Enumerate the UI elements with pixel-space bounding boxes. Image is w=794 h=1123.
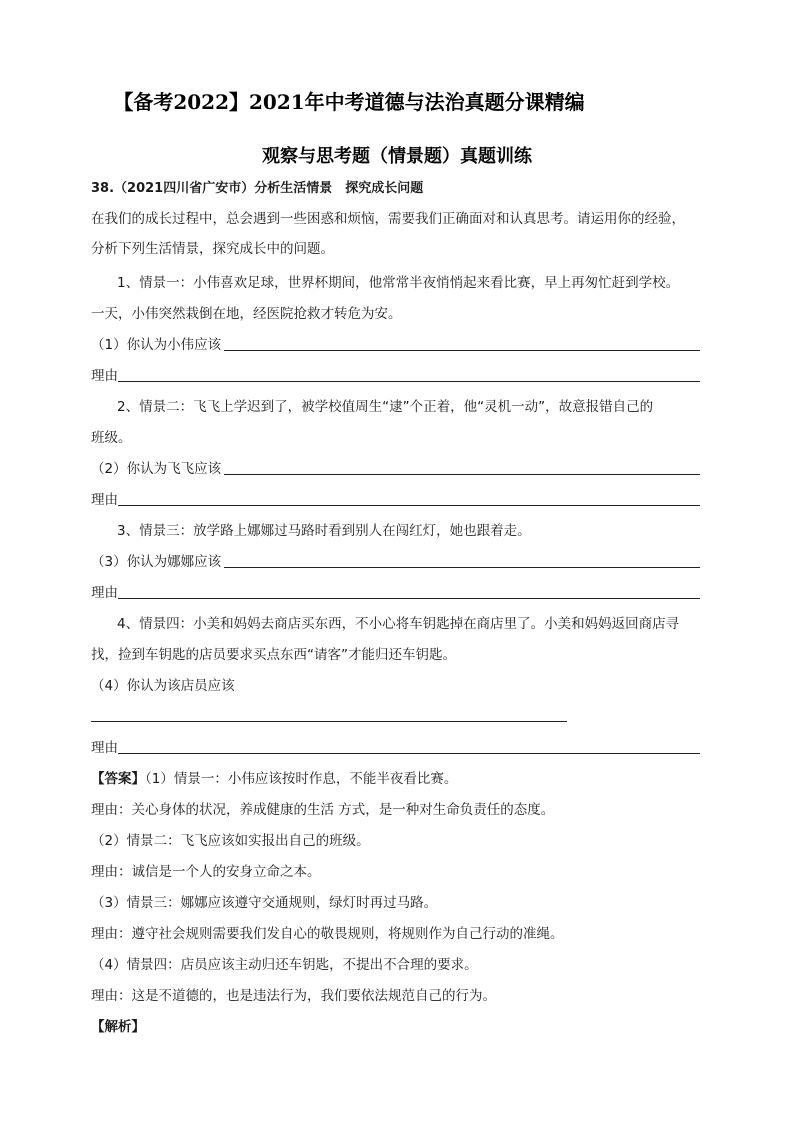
question-1-prompt: （1）你认为小伟应该 <box>91 337 222 353</box>
reason-blank-1[interactable] <box>118 381 700 382</box>
answer-line-1 <box>91 769 457 789</box>
scene-2-line-2: 班级。 <box>91 430 132 446</box>
answer-blank-1[interactable] <box>224 350 700 351</box>
answer-reason-3: 理由：遵守社会规则需要我们发自心的敬畏规则，将规则作为自己行动的准绳。 <box>91 926 564 942</box>
question-3-prompt: （3）你认为娜娜应该 <box>91 554 222 570</box>
answer-reason-2: 理由：诚信是一个人的安身立命之本。 <box>91 864 321 880</box>
sub-title: 观察与思考题（情景题）真题训练 <box>262 146 532 167</box>
question-header: 38.（2021四川省广安市）分析生活情景 探究成长问题 <box>91 181 424 196</box>
scene-4-line-2: 找，捡到车钥匙的店员要求买点东西“请客”才能归还车钥匙。 <box>91 647 456 663</box>
answer-line-3: （3）情景三：娜娜应该遵守交通规则，绿灯时再过马路。 <box>91 895 438 911</box>
answer-label: 【答案】 <box>91 771 145 787</box>
reason-label-1: 理由 <box>91 368 118 384</box>
reason-label-4: 理由 <box>91 740 118 756</box>
reason-blank-4[interactable] <box>118 753 700 754</box>
scene-1-line-2: 一天，小伟突然栽倒在地，经医院抢救才转危为安。 <box>91 306 402 322</box>
scene-4-line-1: 4、情景四：小美和妈妈去商店买东西，不小心将车钥匙掉在商店里了。小美和妈妈返回商店寻 <box>117 616 680 632</box>
question-4-prompt: （4）你认为该店员应该 <box>91 678 235 694</box>
answer-line-4: （4）情景四：店员应该主动归还车钥匙，不提出不合理的要求。 <box>91 957 478 973</box>
analysis-label: 【解析】 <box>91 1019 145 1035</box>
answer-reason-1: 理由：关心身体的状况，养成健康的生活 方式，是一种对生命负责任的态度。 <box>91 802 555 818</box>
answer-blank-2[interactable] <box>224 474 700 475</box>
scene-1-line-1: 1、情景一：小伟喜欢足球，世界杯期间，他常常半夜悄悄起来看比赛，早上再匆忙赶到学校。 <box>117 275 680 291</box>
reason-blank-2[interactable] <box>118 505 700 506</box>
reason-label-3: 理由 <box>91 585 118 601</box>
scene-3-line-1: 3、情景三：放学路上娜娜过马路时看到别人在闯红灯，她也跟着走。 <box>117 523 531 539</box>
answer-1-text: （1）情景一：小伟应该按时作息，不能半夜看比赛。 <box>145 771 458 787</box>
question-2-prompt: （2）你认为飞飞应该 <box>91 461 222 477</box>
intro-line-1: 在我们的成长过程中，总会遇到一些困惑和烦恼，需要我们正确面对和认真思考。请运用你的经验， <box>91 211 685 227</box>
answer-line-2: （2）情景二：飞飞应该如实报出自己的班级。 <box>91 833 370 849</box>
answer-blank-4[interactable] <box>91 721 567 722</box>
reason-blank-3[interactable] <box>118 598 700 599</box>
main-title: 【备考2022】2021年中考道德与法治真题分课精编 <box>113 90 585 114</box>
reason-label-2: 理由 <box>91 492 118 508</box>
intro-line-2: 分析下列生活情景，探究成长中的问题。 <box>91 241 334 257</box>
answer-reason-4: 理由：这是不道德的，也是违法行为，我们要依法规范自己的行为。 <box>91 988 496 1004</box>
scene-2-line-1: 2、情景二：飞飞上学迟到了，被学校值周生“逮”个正着，他“灵机一动”，故意报错自己的 <box>117 399 654 415</box>
answer-blank-3[interactable] <box>224 567 700 568</box>
